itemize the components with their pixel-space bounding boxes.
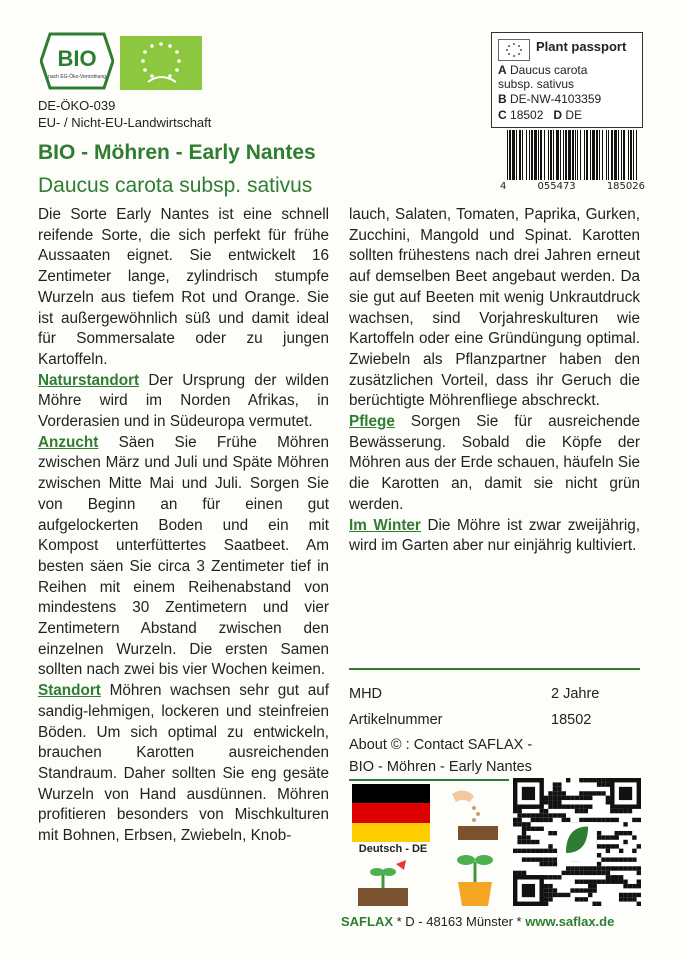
description-column-right bbox=[349, 205, 640, 557]
winter-heading: Im Winter bbox=[349, 516, 421, 534]
naturstandort-paragraph: Naturstandort Der Ursprung der wilden Möhre wird im Norden Afrikas, in Vorderasien und in Südeuropa vermutet. bbox=[38, 371, 329, 431]
mhd-value: 2 Jahre bbox=[551, 686, 600, 702]
plant-passport bbox=[491, 32, 643, 128]
anzucht-paragraph: Anzucht Säen Sie Frühe Möhren zwischen März und Juli und Späte Möhren zwischen Mitte Mai und Juli. Sorgen Sie von Beginn an für einen gut aufgelockerten Boden und ein mit Kompost unterfüttertes Saatbeet. Am besten säen Sie circa 3 Zentimeter tief in Reihen mit einem Reihenabstand von mindestens 30 Zentimetern und vier Zentimetern Abstand zwischen den einzelnen Wurzeln. Die ersten Samen sollten nach zwei bis vier Wochen keimen. bbox=[38, 433, 329, 679]
standort-heading: Standort bbox=[38, 682, 101, 700]
footer bbox=[341, 914, 614, 929]
article-number-label: Artikelnummer bbox=[349, 712, 443, 728]
bio-seal-icon bbox=[40, 32, 114, 90]
sowing-hand-icon bbox=[444, 784, 506, 842]
footer-address: * D - 48163 Münster * bbox=[393, 914, 526, 929]
pflege-heading: Pflege bbox=[349, 413, 395, 431]
product-title: BIO - Möhren - Early Nantes bbox=[38, 141, 316, 164]
product-line: BIO - Möhren - Early Nantes bbox=[349, 759, 532, 775]
continued-paragraph: lauch, Salaten, Tomaten, Paprika, Gurken, Zucchini, Mangold und Spinat. Karotten sollten frühestens nach drei Jahren erneut auf demselben Beet angebaut werden. Da sie gut auf Beeten mit wenig Unkrautdruck wachsen, sind Vorjahreskulturen wie Kartoffeln oder eine Gründüngung optimal. Zwiebeln als Pflanzpartner haben den zusätzlichen Vorteil, dass ihr Geruch die berüchtigte Möhrenfliege abschreckt. bbox=[349, 206, 640, 410]
passport-a-line1: A Daucus carota bbox=[498, 63, 588, 77]
seedling-pot-icon bbox=[444, 848, 506, 908]
description-column-left bbox=[38, 205, 329, 847]
language-label: Deutsch - DE bbox=[358, 843, 428, 855]
certification-code: DE-ÖKO-039 bbox=[38, 98, 116, 113]
article-number-value: 18502 bbox=[551, 712, 592, 728]
certification-block bbox=[38, 97, 211, 131]
intro-paragraph: Die Sorte Early Nantes ist eine schnell reifende Sorte, die sich perfekt für frühe Aussaaten eignet. Sie entwickelt 16 Zentimeter lange, zylindrisch stumpfe Wurzeln aus tiefem Rot und Orange. Sie ist außergewöhnlich süß und damit ideal für Sommersalate oder zu jungen Kartoffeln. bbox=[38, 206, 329, 368]
divider bbox=[349, 668, 640, 670]
divider-short bbox=[349, 779, 509, 781]
seedling-hand-icon bbox=[352, 858, 414, 908]
passport-b-line: B DE-NW-4103359 bbox=[498, 92, 602, 106]
product-latin-name: Daucus carota subsp. sativus bbox=[38, 174, 313, 197]
winter-paragraph: Im Winter Die Möhre ist zwar zweijährig, wird im Garten aber nur einjährig kultiviert. bbox=[349, 516, 640, 555]
footer-url: www.saflax.de bbox=[525, 914, 615, 929]
barcode-digit-2: 055473 bbox=[537, 181, 576, 192]
plant-passport-emblem-icon bbox=[498, 39, 530, 61]
standort-paragraph: Standort Möhren wachsen sehr gut auf sandig-lehmigen, lockeren und steinfreien Böden. Um sich optimal zu entwickeln, brauchen Karotten ausreichenden Standraum. Daher sollten Sie eng gesäte Wurzeln von Hand ausdünnen. Möhren profitieren besonders von Mischkulturen mit Bohnen, Erbsen, Zwiebeln, Knob- bbox=[38, 682, 329, 845]
bio-sub: nach EG-Öko-Verordnung bbox=[48, 74, 106, 80]
naturstandort-heading: Naturstandort bbox=[38, 371, 140, 389]
passport-a-line2: subsp. sativus bbox=[498, 77, 575, 91]
barcode bbox=[505, 130, 641, 180]
certification-origin: EU- / Nicht-EU-Landwirtschaft bbox=[38, 115, 212, 130]
germany-flag-icon bbox=[352, 784, 430, 842]
anzucht-heading: Anzucht bbox=[38, 433, 99, 451]
mhd-label: MHD bbox=[349, 686, 383, 702]
footer-brand: SAFLAX bbox=[341, 914, 393, 929]
barcode-digits bbox=[500, 181, 645, 192]
passport-title: Plant passport bbox=[536, 39, 627, 54]
pflege-paragraph: Pflege Sorgen Sie für ausreichende Bewässerung. Sobald die Köpfe der Möhren aus der Erde schauen, häufeln Sie die Karotten an, damit sie nicht grün werden. bbox=[349, 413, 640, 513]
eu-organic-leaf-icon bbox=[120, 36, 202, 90]
qr-code-icon bbox=[513, 778, 641, 906]
barcode-digit-1: 4 bbox=[500, 181, 507, 192]
barcode-digit-3: 185026 bbox=[606, 181, 645, 192]
passport-cd-line: C 18502 D DE bbox=[498, 108, 583, 122]
about-contact: About © : Contact SAFLAX - bbox=[349, 737, 533, 753]
bio-label: BIO bbox=[57, 46, 97, 71]
